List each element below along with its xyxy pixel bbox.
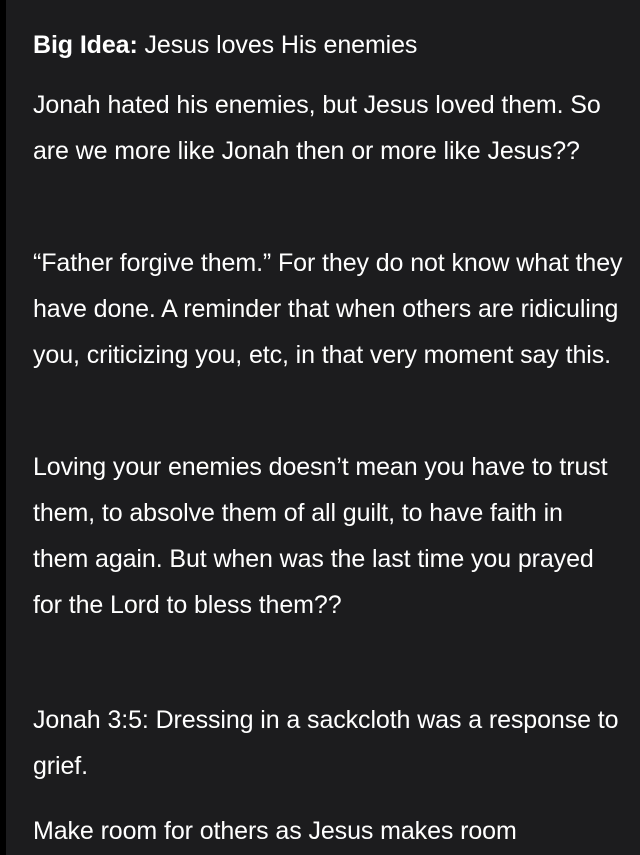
paragraph-jonah-3-5: Jonah 3:5: Dressing in a sackcloth was a response to grief. <box>33 706 619 780</box>
big-idea-text: Jesus loves His enemies <box>137 31 418 59</box>
big-idea-line <box>33 22 623 68</box>
paragraph-make-room: Make room for others as Jesus makes room <box>33 817 517 845</box>
left-edge <box>0 0 6 855</box>
paragraph-father-forgive: “Father forgive them.” For they do not know what they have done. A reminder that when others are ridiculing you, criticizing you, etc, in that very moment say this. <box>33 249 623 369</box>
paragraph-loving-enemies: Loving your enemies doesn’t mean you have to trust them, to absolve them of all guilt, to have faith in them again. But when was the last time you prayed for the Lord to bless them?? <box>33 453 608 619</box>
big-idea-label: Big Idea: <box>33 31 138 59</box>
paragraph-jonah-hated: Jonah hated his enemies, but Jesus loved them. So are we more like Jonah then or more like Jesus?? <box>33 91 601 165</box>
